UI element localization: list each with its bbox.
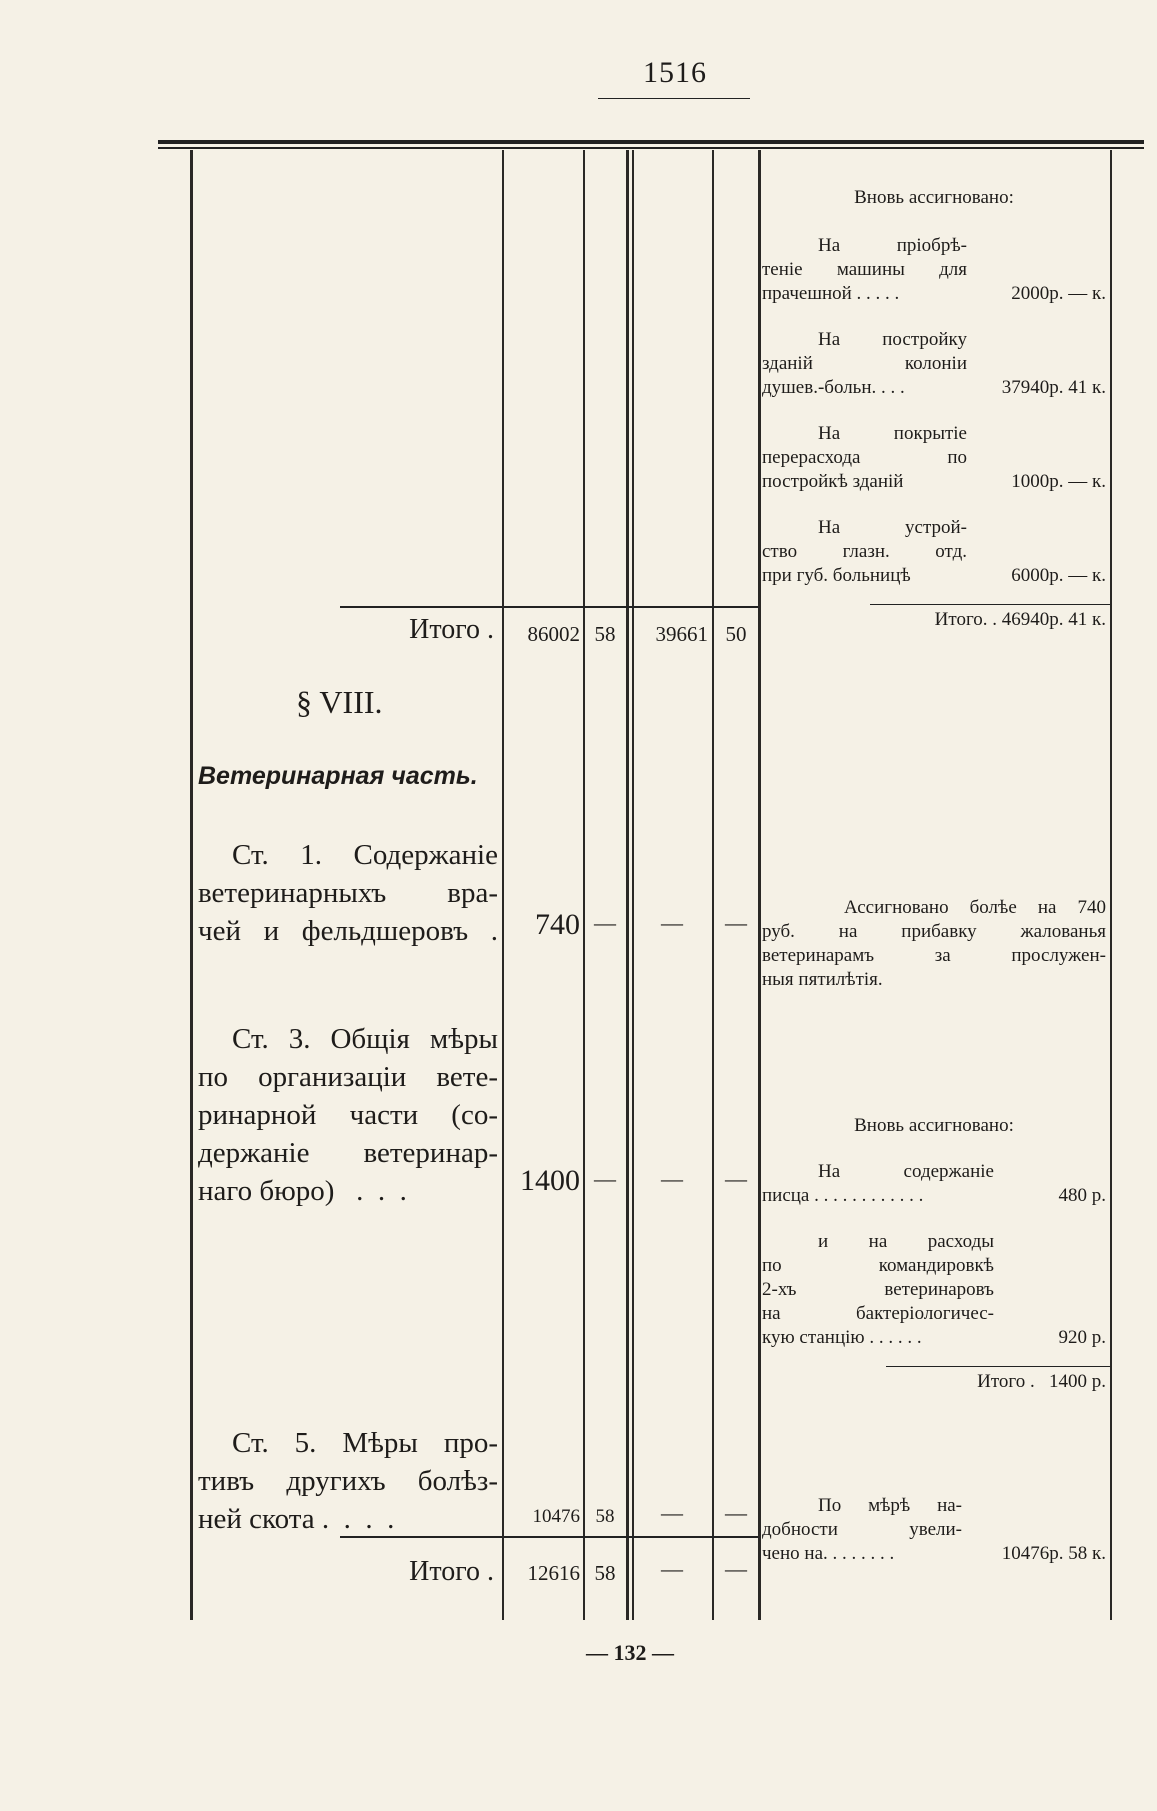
col-line-right [1110,150,1112,1620]
st3-rubles: 1400 [520,1164,580,1197]
note-line: На пріобрѣ- [818,235,967,256]
note-line: 2-хъ ветеринаровъ [762,1279,994,1300]
st5-kop2-dash: — [725,1500,747,1525]
itogo1-kopecks: 58 [594,622,616,646]
notes-itogo-1: Итого. . 46940р. 41 к. [934,609,1106,630]
article-5-line: ней скота . . . . [198,1503,395,1535]
article-5-line: Ст. 5. Мѣры про- [232,1427,498,1459]
note-line: на бактеріологичес- [762,1303,994,1324]
note-line: ныя пятилѣтія. [762,969,883,990]
note-line: руб. на прибавку жалованья [762,921,1106,942]
col-line-left [190,150,193,1620]
note-overrun-amount-row [762,470,1106,494]
newly-assigned-heading: Вновь ассигновано: [854,1115,1014,1136]
notes-itogo2-rule [886,1366,1110,1367]
itogo1-kopecks-2: 50 [725,622,747,646]
note-amount: 2000р. — к. [1011,283,1106,304]
note-line: по командировкѣ [762,1255,994,1276]
note-machine [762,234,967,282]
table-top-rule [158,140,1144,144]
st3-kop-dash: — [594,1166,616,1191]
itogo2-rub2-dash: — [661,1556,683,1581]
st3-kop2-dash: — [725,1166,747,1191]
st1-kop2-dash: — [725,910,747,935]
article-3-line: держаніе ветеринар- [198,1137,498,1169]
st5-rub2-dash: — [661,1500,683,1525]
note-clerk [762,1160,994,1184]
col-line-5 [712,150,714,1620]
note-line: По мѣрѣ на- [818,1495,962,1516]
itogo1-rule-left [340,606,502,608]
note-amount: 1000р. — к. [1011,471,1106,492]
note-construction [762,328,967,376]
st1-kop-dash: — [594,910,616,935]
note-line: На устрой- [818,517,967,538]
itogo2-rubles: 12616 [527,1561,580,1585]
article-3 [198,1020,498,1210]
st1-rubles: 740 [535,908,580,941]
note-line: На содержаніе [818,1161,994,1182]
st3-rub2-dash: — [661,1166,683,1191]
note-as-needed-amount-row [762,1542,1106,1566]
article-1 [198,836,498,950]
itogo1-rule-nums [504,606,758,608]
itogo2-kop2-dash: — [725,1556,747,1581]
col-line-6 [758,150,761,1620]
itogo-label-2: Итого . [409,1556,494,1587]
page-number-underline [598,98,750,99]
note-line: и на расходы [818,1231,994,1252]
note-line: Ассигновано болѣе на 740 [844,897,1106,918]
article-3-line: наго бюро) . . . [198,1175,407,1207]
col-line-3 [626,150,629,1620]
article-3-line: Ст. 3. Общія мѣры [232,1023,498,1055]
note-travel [762,1230,994,1326]
note-machine-amount-row [762,282,1106,306]
article-3-line: ринарной части (со- [198,1099,498,1131]
section-subtitle: Ветеринарная часть. [198,762,478,790]
note-line: зданій колоніи [762,353,967,374]
st1-rub2-dash: — [661,910,683,935]
note-line: перерасхода по [762,447,967,468]
itogo1-rubles-2: 39661 [655,622,708,646]
note-amount: 6000р. — к. [1011,565,1106,586]
st5-rubles: 10476 [532,1506,580,1527]
col-line-2 [583,150,585,1620]
note-clerk-amount-row [762,1184,1106,1208]
note-line: На постройку [818,329,967,350]
note-line: добности увели- [762,1519,962,1540]
notes-block-2 [762,1114,1106,1350]
col-line-1 [502,150,504,1620]
note-travel-amount-row [762,1326,1106,1350]
note-amount: 10476р. 58 к. [1001,1543,1106,1564]
note-line: прачешной . . . . . [762,283,900,304]
notes-itogo-2: Итого . 1400 р. [977,1371,1106,1392]
note-amount: 920 р. [1058,1327,1106,1348]
article-1-line: чей и фельдшеровъ . [198,915,498,947]
page-number: 1516 [643,56,707,89]
note-eye-dept-amount-row [762,564,1106,588]
article-5-line: тивъ другихъ болѣз- [198,1465,498,1497]
note-line: писца . . . . . . . . . . . . [762,1185,924,1206]
col-line-4 [632,150,634,1620]
article-1-line: Ст. 1. Содержаніе [232,839,498,871]
note-line: душев.-больн. . . . [762,377,905,398]
article-5 [198,1424,498,1538]
st5-kopecks: 58 [595,1506,615,1527]
note-line: при губ. больницѣ [762,565,911,586]
note-overrun [762,422,967,470]
itogo-label-1: Итого . [409,614,494,645]
article-1-line: ветеринарныхъ вра- [198,877,498,909]
note-construction-amount-row [762,376,1106,400]
itogo1-rubles: 86002 [527,622,580,646]
footer-page-marker: — 132 — [586,1640,674,1665]
note-line: постройкѣ зданій [762,471,904,492]
note-amount: 480 р. [1058,1185,1106,1206]
section-title: § VIII. [296,684,383,720]
itogo2-kopecks: 58 [594,1561,616,1585]
note-line: ветеринарамъ за прослужен- [762,945,1106,966]
note-amount: 37940р. 41 к. [1001,377,1106,398]
article-3-line: по организаціи вете- [198,1061,498,1093]
note-assigned-more [762,896,1106,992]
notes-itogo1-rule [870,604,1110,605]
itogo2-rule-nums [504,1536,758,1538]
table-top-rule-thin [158,147,1144,149]
note-as-needed [762,1494,1106,1566]
note-line: чено на. . . . . . . . [762,1543,895,1564]
note-line: На покрытіе [818,423,967,444]
note-line: ство глазн. отд. [762,541,967,562]
note-line: кую станцію . . . . . . [762,1327,922,1348]
note-eye-dept [762,516,967,564]
notes-block-1 [762,186,1106,588]
newly-assigned-heading: Вновь ассигновано: [854,187,1014,208]
note-line: теніе машины для [762,259,967,280]
